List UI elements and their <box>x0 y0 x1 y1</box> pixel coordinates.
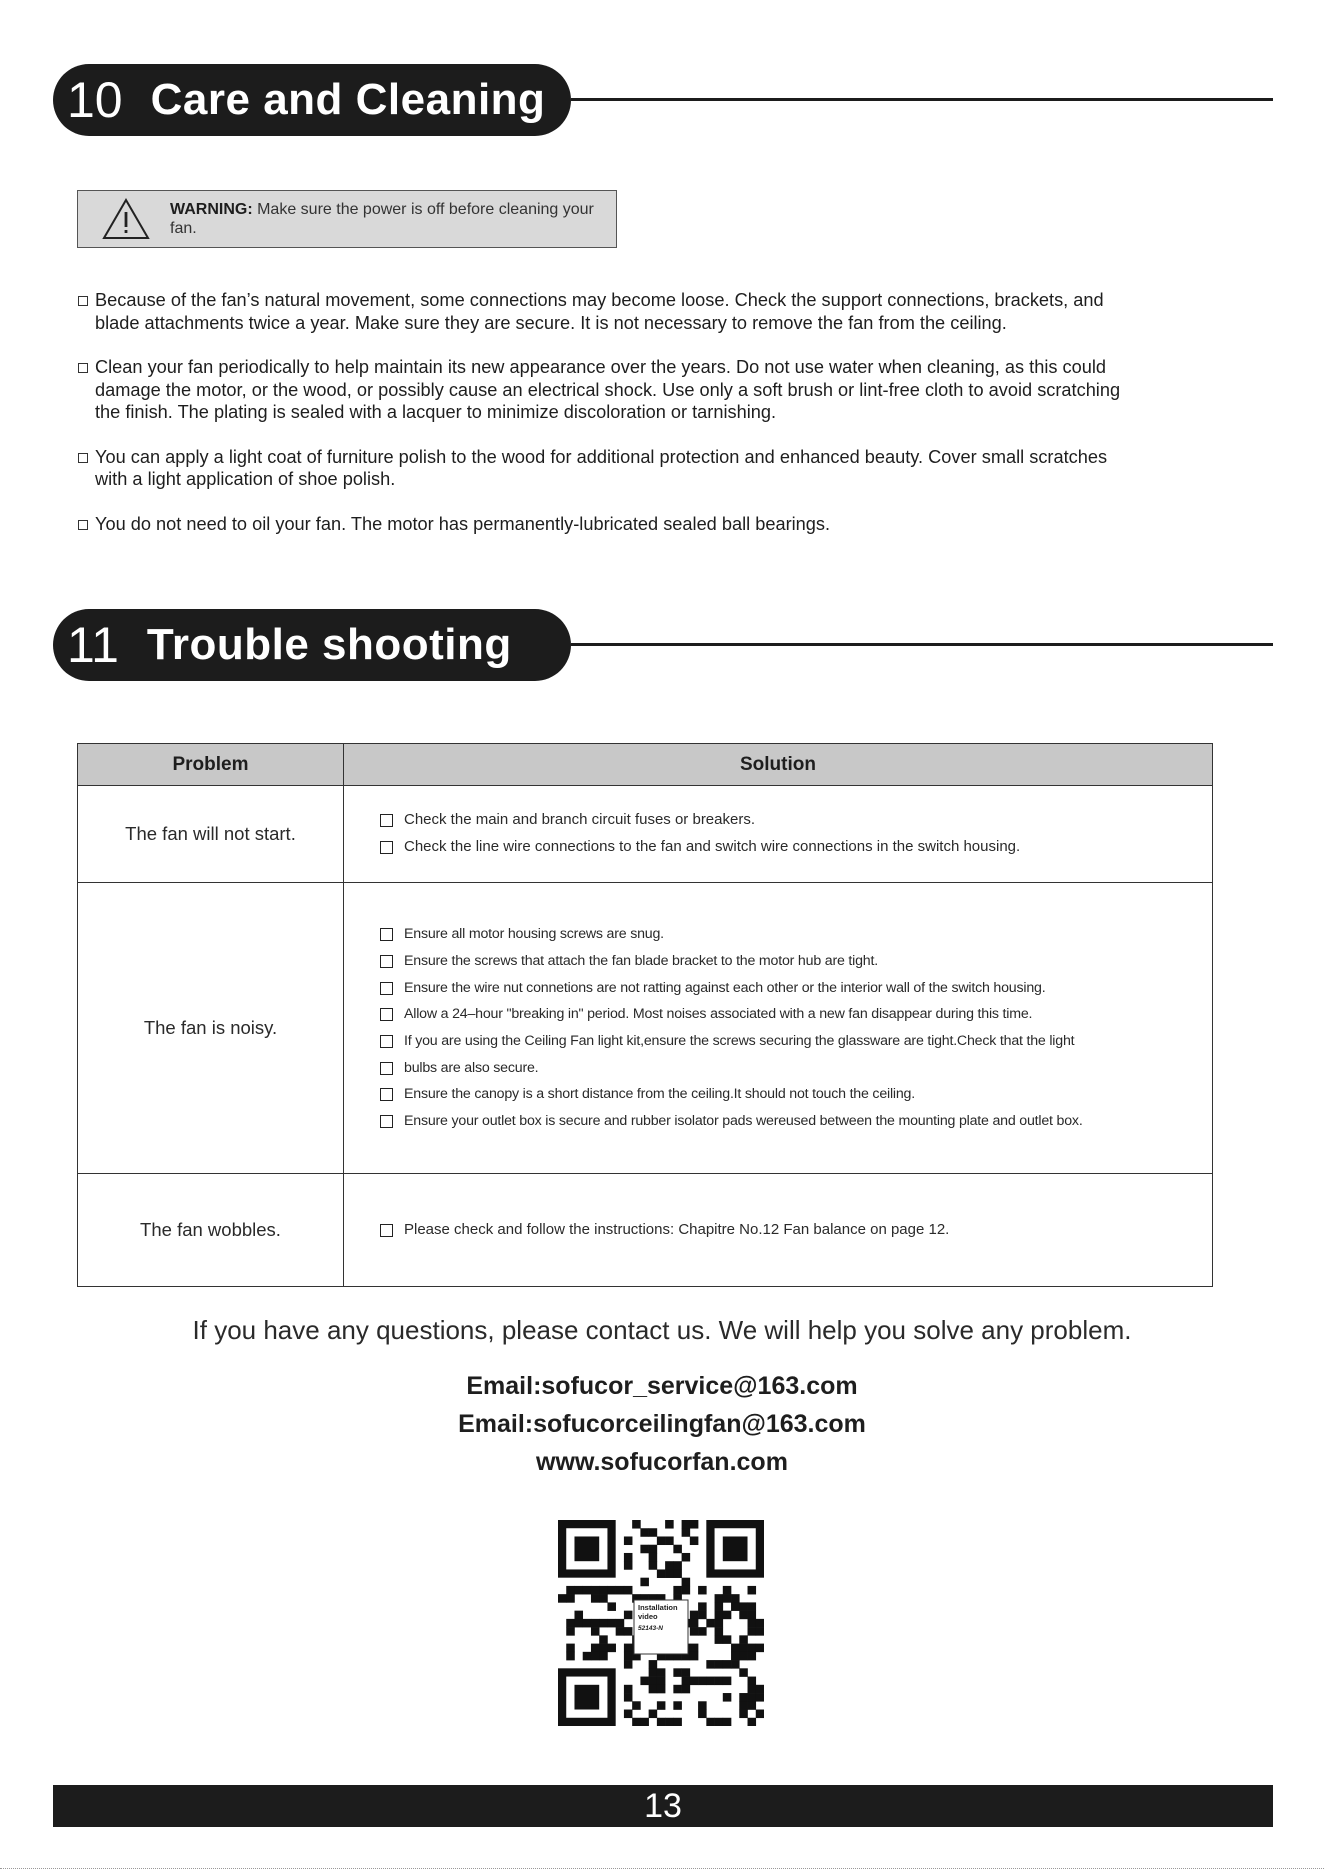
checkbox-icon <box>380 1062 393 1075</box>
contact-question: If you have any questions, please contact us. We will help you solve any problem. <box>192 1315 1132 1345</box>
checkbox-icon <box>78 453 88 463</box>
solution-item: Ensure all motor housing screws are snug. <box>380 921 1212 948</box>
section-10-header <box>53 64 1273 136</box>
checkbox-icon <box>78 520 88 530</box>
section-title: Trouble shooting <box>146 620 512 669</box>
section-10-pill <box>53 64 571 136</box>
problem-cell: The fan is noisy. <box>78 883 344 1174</box>
checkbox-icon <box>380 1008 393 1021</box>
checkbox-icon <box>380 814 393 827</box>
troubleshooting-table <box>77 743 1213 1287</box>
list-item: Clean your fan periodically to help maintain its new appearance over the years. Do not use water when cleaning, as this could damage the motor, or the wood, or possibly cause an electrical shock. Use only a soft brush or lint-free cloth to avoid scratching the finish. The plating is sealed with a lacquer to minimize discoloration or tarnishing. <box>78 356 1138 424</box>
warning-box <box>77 190 617 248</box>
problem-cell: The fan wobbles. <box>78 1174 344 1287</box>
solution-cell <box>344 883 1213 1174</box>
contact-email-1[interactable]: Email:sofucor_service@163.com <box>466 1372 858 1400</box>
section-number: 10 <box>67 72 123 128</box>
checkbox-icon <box>380 1088 393 1101</box>
warning-message: Make sure the power is off before cleaning your fan. <box>170 201 594 237</box>
solution-cell <box>344 786 1213 883</box>
section-number: 11 <box>67 617 119 673</box>
qr-code-icon <box>558 1520 764 1726</box>
solution-item: Ensure the canopy is a short distance from the ceiling.It should not touch the ceiling. <box>380 1081 1212 1108</box>
checkbox-icon <box>380 1224 393 1237</box>
checkbox-icon <box>380 982 393 995</box>
checkbox-icon <box>380 1115 393 1128</box>
solution-item: Ensure your outlet box is secure and rubber isolator pads wereused between the mounting plate and outlet box. <box>380 1108 1212 1135</box>
bottom-divider <box>0 1868 1324 1869</box>
list-item: You can apply a light coat of furniture polish to the wood for additional protection and enhanced beauty. Cover small scratches with a light application of shoe polish. <box>78 446 1138 491</box>
section-rule <box>571 643 1273 646</box>
section-11-header <box>53 609 1273 681</box>
solution-item: Ensure the wire nut connetions are not ratting against each other or the interior wall of the switch housing. <box>380 975 1212 1002</box>
warning-triangle-icon <box>102 198 150 240</box>
table-row <box>78 786 1213 883</box>
checkbox-icon <box>380 928 393 941</box>
problem-header: Problem <box>78 744 344 786</box>
table-row <box>78 1174 1213 1287</box>
qr-label-line-1: Installation <box>638 1603 678 1612</box>
page-number: 13 <box>644 1787 682 1825</box>
table-header-row <box>78 744 1213 786</box>
warning-label: WARNING: <box>170 201 253 218</box>
checkbox-icon <box>380 955 393 968</box>
solution-item: If you are using the Ceiling Fan light kit,ensure the screws securing the glassware are tight.Check that the light <box>380 1028 1212 1055</box>
list-item: Because of the fan’s natural movement, some connections may become loose. Check the support connections, brackets, and blade attachments twice a year. Make sure they are secure. It is not necessary to remove the fan from the ceiling. <box>78 289 1138 334</box>
page-footer <box>53 1785 1273 1827</box>
contact-website[interactable]: www.sofucorfan.com <box>536 1448 788 1476</box>
checkbox-icon <box>380 841 393 854</box>
warning-text <box>170 200 616 238</box>
section-11-pill <box>53 609 571 681</box>
section-rule <box>571 98 1273 101</box>
solution-item: Check the line wire connections to the fan and switch wire connections in the switch housing. <box>380 834 1212 861</box>
solution-item: bulbs are also secure. <box>380 1055 1212 1082</box>
section-title: Care and Cleaning <box>150 75 546 124</box>
qr-code[interactable] <box>558 1520 764 1726</box>
checkbox-icon <box>78 363 88 373</box>
checkbox-icon <box>78 296 88 306</box>
qr-label-line-2: video <box>638 1612 658 1621</box>
solution-item: Ensure the screws that attach the fan blade bracket to the motor hub are tight. <box>380 948 1212 975</box>
solution-item: Allow a 24–hour "breaking in" period. Most noises associated with a new fan disappear during this time. <box>380 1001 1212 1028</box>
contact-email-2[interactable]: Email:sofucorceilingfan@163.com <box>458 1410 866 1438</box>
solution-cell <box>344 1174 1213 1287</box>
table-row <box>78 883 1213 1174</box>
problem-cell: The fan will not start. <box>78 786 344 883</box>
checkbox-icon <box>380 1035 393 1048</box>
solution-item: Check the main and branch circuit fuses or breakers. <box>380 807 1212 834</box>
qr-label-line-3: 52143-N <box>638 1625 663 1632</box>
solution-item: Please check and follow the instructions: Chapitre No.12 Fan balance on page 12. <box>380 1217 1212 1244</box>
solution-header: Solution <box>344 744 1213 786</box>
list-item: You do not need to oil your fan. The motor has permanently-lubricated sealed ball bearings. <box>78 513 1138 536</box>
care-list <box>78 289 1138 557</box>
